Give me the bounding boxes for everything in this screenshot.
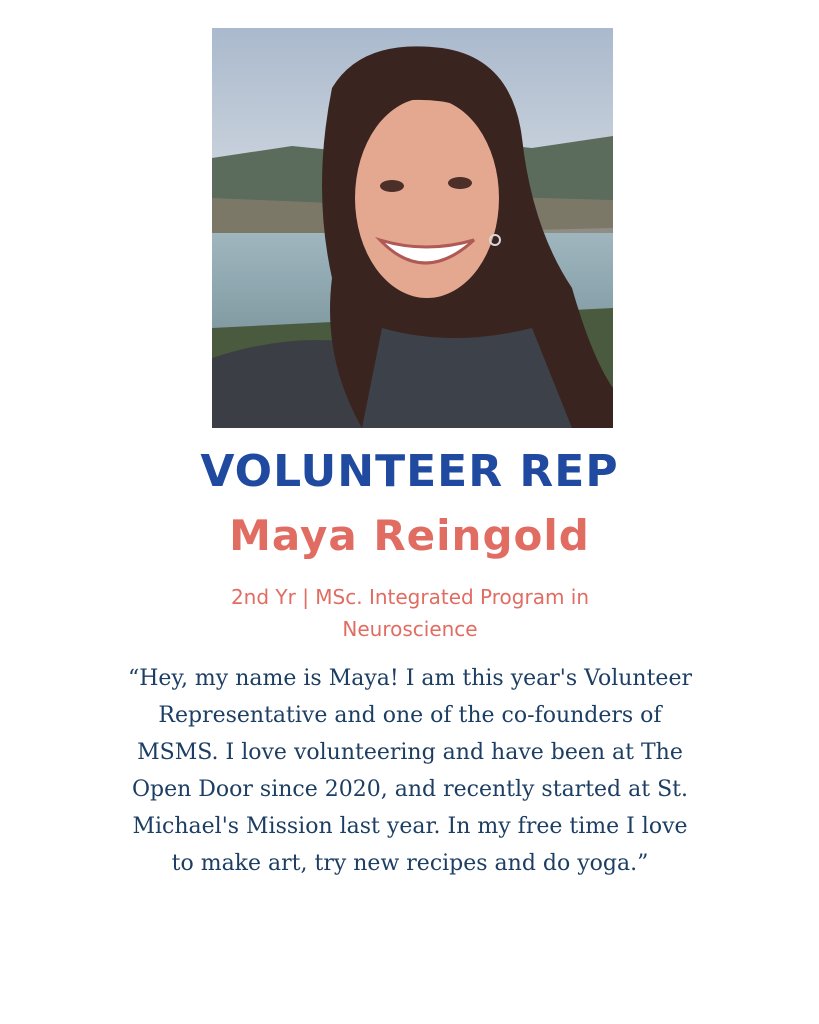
profile-photo — [212, 28, 613, 428]
person-name: Maya Reingold — [229, 511, 590, 560]
left-eye — [380, 180, 404, 192]
quote-line: to make art, try new recipes and do yoga.” — [171, 851, 649, 876]
program-line: 2nd Yr | MSc. Integrated Program in — [230, 585, 590, 609]
bio-quote — [110, 660, 710, 882]
face-shape — [355, 98, 499, 298]
quote-line: Representative and one of the co-founders of — [158, 703, 662, 728]
program-line: Neuroscience — [342, 617, 478, 641]
portrait-illustration — [212, 28, 613, 428]
right-eye — [448, 177, 472, 189]
quote-line: “Hey, my name is Maya! I am this year's Volunteer — [127, 666, 692, 691]
quote-line: MSMS. I love volunteering and have been at The — [137, 740, 683, 765]
role-title: VOLUNTEER REP — [200, 446, 619, 497]
program-info — [160, 581, 660, 645]
quote-line: Open Door since 2020, and recently started at St. — [131, 777, 688, 802]
quote-line: Michael's Mission last year. In my free time I love — [132, 814, 688, 839]
